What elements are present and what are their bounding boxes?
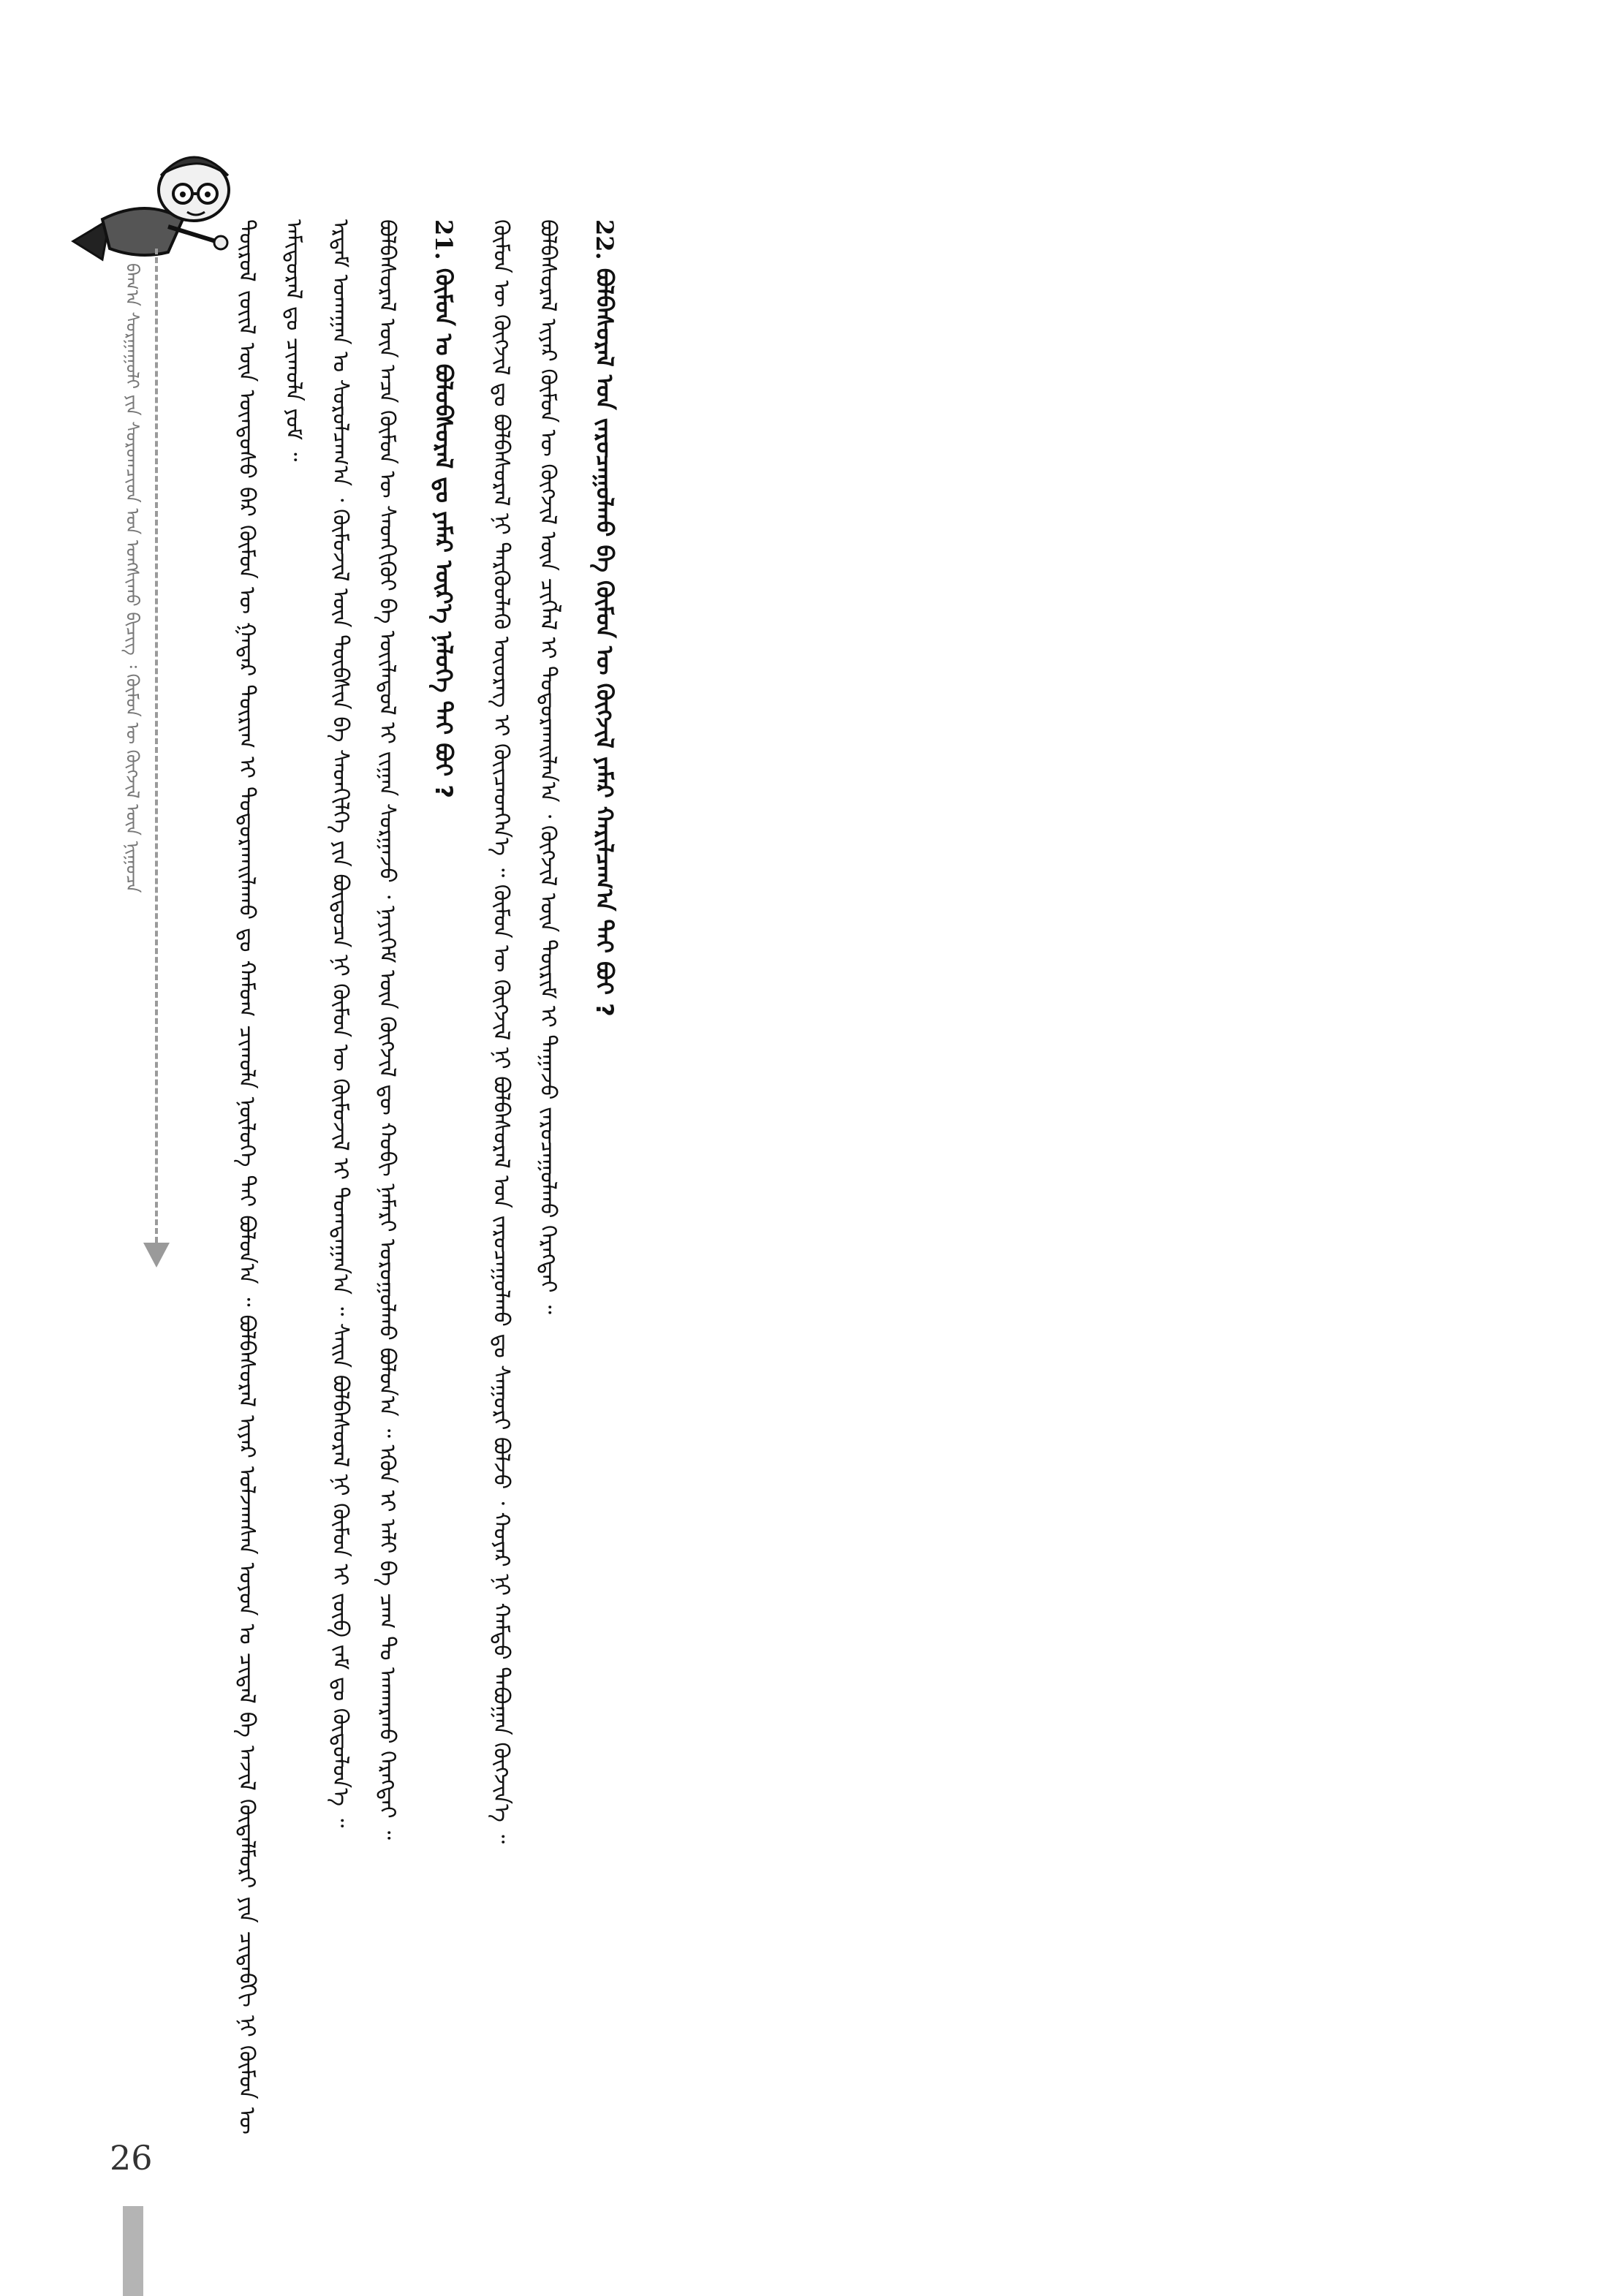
paragraph: ᠡᠷᠳᠡᠮ ᠤᠬᠠᠭᠠᠨ ᠤ ᠰᠤᠷᠤᠯᠴᠠᠭ᠎ᠠ ᠂ ᠬᠦᠮᠦᠵᠢᠯ ᠦᠨ ᠲᠦᠪᠰᠢᠨ ᠪᠠ ᠰᠡᠳᠬᠢᠯᠭᠡ ᠶᠢᠨ ᠪᠦᠲᠦᠴᠡ ᠨᠢ ᠬᠦᠮᠦᠨ ᠦ ᠬᠦᠮᠦᠵᠢᠯ ᠢ ᠲᠣᠭᠲᠠᠭᠠᠨ᠎ᠠ ᠃ ᠰᠠᠢᠨ ᠪᠣᠯᠪᠠᠰᠤᠷᠠᠯ ᠨᠢ ᠬᠦᠮᠦᠨ ᠢ ᠵᠥᠪ ᠵᠠᠮ ᠳᠤ ᠬᠥᠲᠦᠯᠦᠨ᠎ᠡ ᠃: [328, 219, 353, 1828]
page-edge-bar: [123, 2206, 143, 2296]
question-number: 21.: [430, 219, 458, 260]
question-heading-22: [577, 219, 632, 2134]
question-text: ᠪᠣᠯᠪᠠᠰᠤᠷᠠᠯ ᠤᠨ ᠵᠠᠷᠤᠴᠠᠭᠤᠯᠬᠤ ᠪᠠ ᠬᠦᠮᠦᠨ ᠦ ᠬᠥᠭᠵᠢᠯ ᠶᠠᠮᠠᠷ ᠬᠠᠷᠢᠯᠴᠠᠭ᠎ᠠ ᠲᠠᠢ ᠪᠤᠢ ?: [591, 268, 618, 1017]
body-text: [223, 219, 1440, 2134]
paragraph: ᠪᠣᠯᠪᠠᠰᠤᠷᠠᠯ ᠢᠶᠠᠷ ᠬᠦᠮᠦᠨ ᠦ ᠬᠥᠭᠵᠢᠯ ᠦᠨ ᠴᠢᠭᠯᠡᠯ ᠢ ᠲᠣᠳᠣᠷᠬᠠᠢᠯᠠᠨ᠎ᠠ ᠂ ᠬᠥᠭᠵᠢᠯ ᠦᠨ ᠳᠦᠷᠢᠮ ᠢ ᠳᠠᠭᠠᠵᠤ ᠵᠠᠷᠤᠴᠠᠭᠤᠯᠬᠤ ᠬᠡᠷᠡᠭᠲᠡᠢ ᠃: [535, 219, 561, 1314]
question-text: ᠬᠦᠮᠦᠨ ᠤ ᠪᠤᠯᠤᠪᠰᠤᠷᠠᠯ ᠳᠤ ᠶᠠᠮᠠᠷ ᠦᠷ᠎ᠡ ᠨᠡᠯᠦᠭᠡ ᠲᠠᠢ ᠪᠤᠢ ?: [430, 268, 458, 798]
paragraph: ᠬᠦᠮᠦᠨ ᠦ ᠬᠥᠭᠵᠢᠯ ᠳᠤ ᠪᠣᠯᠪᠠᠰᠤᠷᠠᠯ ᠨᠢ ᠲᠡᠷᠭᠦᠦᠯᠡᠬᠦ ᠦᠦᠷᠡᠭ ᠢ ᠭᠦᠢᠴᠡᠳᠬᠡᠨ᠎ᠡ ᠃ ᠬᠦᠮᠦᠨ ᠦ ᠬᠥᠭᠵᠢᠯ ᠨᠢ ᠪᠣᠯᠪᠠᠰᠤᠷᠠᠯ ᠤᠨ ᠵᠠᠷᠤᠴᠠᠭᠤᠯᠬᠤ ᠳᠤ ᠰᠠᠭᠤᠷᠢ ᠪᠣᠯᠵᠤ ᠂ ᠬᠣᠶᠠᠷ ᠨᠢ ᠬᠠᠮᠲᠤ ᠳᠠᠪᠤᠭᠠᠨ ᠬᠥᠭᠵᠢᠨ᠎ᠡ ᠃: [488, 219, 514, 1844]
paragraph: ᠲᠥᠷᠥᠯ ᠵᠦᠢᠯ ᠦᠨ ᠦᠨᠳᠦᠰᠦ ᠪᠡᠷ ᠬᠦᠮᠦᠨ ᠦ ᠭᠠᠳᠠᠷ ᠲᠥᠷᠢᠬ ᠢ ᠲᠣᠳᠣᠷᠬᠠᠢᠯᠠᠬᠤ ᠳᠤ ᠬᠠᠮᠤᠭ ᠴᠢᠬᠤᠯᠠ ᠨᠥᠯᠥᠭᠡ ᠲᠠᠢ ᠪᠣᠯᠤᠨ᠎ᠠ ᠃ ᠪᠣᠯᠪᠠᠰᠤᠷᠠᠯ ᠢᠶᠠᠷ ᠣᠯᠵᠠᠭᠰᠠᠨ ᠣᠶᠤᠨ ᠤ ᠴᠢᠳᠠᠯ ᠪᠠ ᠠᠵᠢᠯ ᠬᠥᠳᠡᠯᠮᠦᠷᠢ ᠶᠢᠨ ᠴᠢᠳᠠᠪᠬᠢ ᠨᠢ ᠬᠦᠮᠦᠨ ᠦ ᠠᠮᠢᠳᠤᠷᠠᠯ ᠳᠤ ᠴᠢᠬᠤᠯᠠ ᠶᠤᠮ ᠃: [234, 219, 306, 2134]
arrow-down-icon: [143, 1243, 170, 1268]
paragraph: ᠪᠣᠯᠪᠠᠰᠤᠷᠠᠯ ᠦᠨ ᠠᠴᠠ ᠬᠦᠮᠦᠨ ᠦ ᠰᠡᠳᠬᠢᠬᠦᠢ ᠪᠠ ᠦᠢᠯᠡᠳᠦᠯ ᠢ ᠵᠢᠭᠠᠨ ᠰᠤᠷᠭᠠᠵᠤ ᠂ ᠨᠡᠶᠢᠭᠡᠮ ᠦᠨ ᠬᠥᠭᠵᠢᠯ ᠳᠦ ᠬᠤᠪᠢ ᠨᠡᠮᠡᠷᠢ ᠣᠷᠤᠭᠤᠯᠬᠤ ᠪᠣᠯᠤᠨ᠎ᠠ ᠃ ᠡᠭᠦᠨ ᠢ ᠠᠯᠢ ᠪᠠ ᠴᠠᠭ ᠲᠤ ᠠᠨᠬᠠᠷᠬᠤ ᠬᠡᠷᠡᠭᠲᠡᠢ ᠃: [374, 219, 400, 1840]
header-divider: [155, 249, 158, 1243]
question-number: 22.: [591, 219, 618, 260]
question-heading-21: [416, 219, 472, 2134]
page-number: 26: [110, 2138, 153, 2178]
running-title: ᠪᠠᠭ᠎ᠠ ᠰᠤᠷᠭᠠᠭᠤᠯᠢ ᠶᠢᠨ ᠰᠤᠷᠤᠭᠴᠢᠳ ᠤᠨ ᠤᠩᠰᠢᠬᠤ ᠪᠢᠴᠢᠭ ᠄ ᠬᠦᠮᠦᠨ ᠦ ᠬᠥᠭᠵᠢᠯ ᠦᠨ ᠨᠢᠭᠤᠴᠠ: [122, 263, 143, 893]
mascot-illustration: [58, 132, 234, 270]
